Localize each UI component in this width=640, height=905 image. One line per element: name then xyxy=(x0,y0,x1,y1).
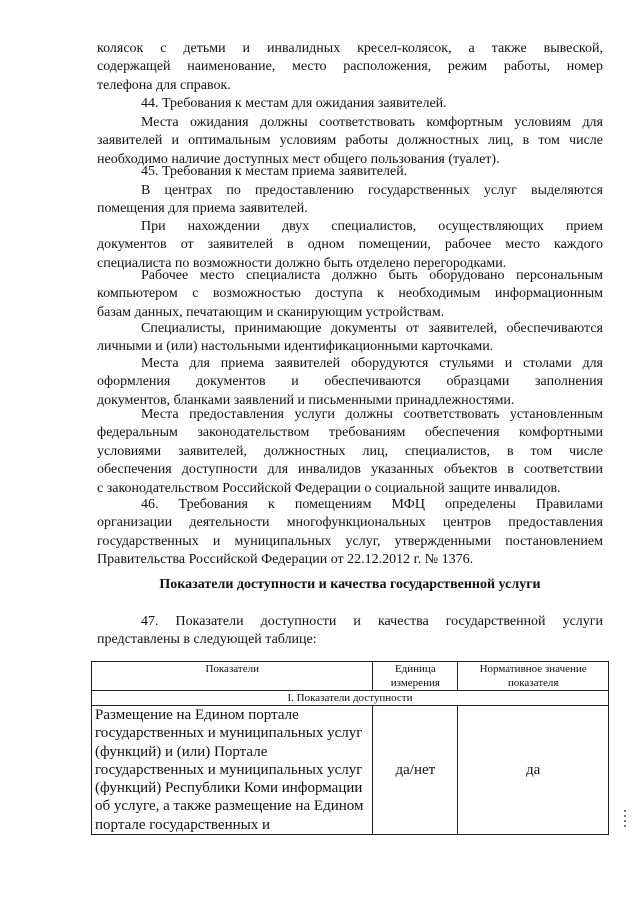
text-line: базам данных, печатающим и сканирующим устройствам. xyxy=(97,304,445,320)
margin-scan-marks xyxy=(624,810,627,832)
section-accessibility: I. Показатели доступности xyxy=(92,691,609,706)
paragraph-item-47 xyxy=(97,613,603,650)
text-line: Специалисты, принимающие документы от заявителей, обеспечиваются xyxy=(141,321,603,336)
text-line: условиями заявителей, должностных лиц, специалистов, в том числе xyxy=(97,443,603,459)
text-line: специалиста по возможности должно быть отделено перегородками. xyxy=(97,255,507,271)
text-line: телефона для справок. xyxy=(97,77,231,93)
text-line: представлены в следующей таблице: xyxy=(97,632,317,648)
unit-cell: да/нет xyxy=(373,706,458,835)
text-line: колясок с детьми и инвалидных кресел-колясок, а также вывеской, xyxy=(97,41,603,56)
paragraph-reception-places xyxy=(97,355,603,410)
text-line: 44. Требования к местам для ожидания заявителей. xyxy=(141,96,447,111)
header-unit: Единица измерения xyxy=(373,662,458,691)
paragraph-item-46 xyxy=(97,496,603,570)
text-line: компьютером с возможностью доступа к необходимым информационным xyxy=(97,286,603,302)
text-line: помещения для приема заявителей. xyxy=(97,201,308,217)
value-cell: да xyxy=(458,706,609,835)
paragraph-id-cards xyxy=(97,320,603,357)
text-line: содержащей наименование, место расположения, режим работы, номер xyxy=(97,59,603,75)
text-line: документов, бланками заявлений и письменными принадлежностями. xyxy=(97,392,515,408)
indicator-cell: Размещение на Едином портале государственных и муниципальных услуг (функций) и (или) Портале государственных и муниципальных услуг (функций) Республики Коми информации об услуге, а также размещение на Едином портале государственных и xyxy=(92,706,373,835)
table-header-row xyxy=(92,662,609,691)
paragraph-waiting-places xyxy=(97,114,603,169)
text-line: оформления документов и обеспечиваются образцами заполнения xyxy=(97,374,603,390)
paragraph-workplace xyxy=(97,267,603,322)
text-line: необходимо наличие доступных мест общего пользования (туалет). xyxy=(97,151,500,167)
text-line: государственных и муниципальных услуг, утвержденными постановлением xyxy=(97,533,603,549)
paragraph-item-45 xyxy=(97,163,603,181)
text-line: В центрах по предоставлению государственных услуг выделяются xyxy=(141,183,603,198)
text-line: Места предоставления услуги должны соответствовать установленным xyxy=(141,407,603,422)
header-indicators: Показатели xyxy=(92,662,373,691)
table-section-row xyxy=(92,691,609,706)
text-line: заявителей и оптимальным условиям работы должностных лиц, в том числе xyxy=(97,133,603,149)
paragraph-continuation xyxy=(97,40,603,95)
indicators-table xyxy=(91,661,609,835)
paragraph-service-places xyxy=(97,406,603,498)
text-line: личными и (или) настольными идентификационными карточками. xyxy=(97,339,494,355)
paragraph-centers xyxy=(97,182,603,219)
text-line: Правительства Российской Федерации от 22.12.2012 г. № 1376. xyxy=(97,552,474,568)
text-line: с законодательством Российской Федерации о социальной защите инвалидов. xyxy=(97,480,561,496)
paragraph-two-specialists xyxy=(97,218,603,273)
paragraph-item-44 xyxy=(97,95,603,113)
text-line: документов от заявителей в одном помещении, рабочее место каждого xyxy=(97,237,603,253)
text-line: 45. Требования к местам приема заявителей. xyxy=(141,164,408,179)
table-row xyxy=(92,706,609,835)
text-line: При нахождении двух специалистов, осуществляющих прием xyxy=(141,219,603,234)
header-normative-value: Нормативное значение показателя xyxy=(458,662,609,691)
text-line: федеральным законодательством требованиям обеспечения комфортными xyxy=(97,425,603,441)
section-heading: Показатели доступности и качества государственной услуги xyxy=(159,577,541,592)
text-line: 46. Требования к помещениям МФЦ определены Правилами xyxy=(141,497,603,512)
text-line: обеспечения доступности для инвалидов указанных объектов в соответствии xyxy=(97,462,603,478)
text-line: организации деятельности многофункциональных центров предоставления xyxy=(97,515,603,531)
text-line: Места для приема заявителей оборудуются стульями и столами для xyxy=(141,356,603,371)
text-line: 47. Показатели доступности и качества государственной услуги xyxy=(141,614,603,629)
text-line: Рабочее место специалиста должно быть оборудовано персональным xyxy=(141,268,603,283)
text-line: Места ожидания должны соответствовать комфортным условиям для xyxy=(141,115,603,130)
